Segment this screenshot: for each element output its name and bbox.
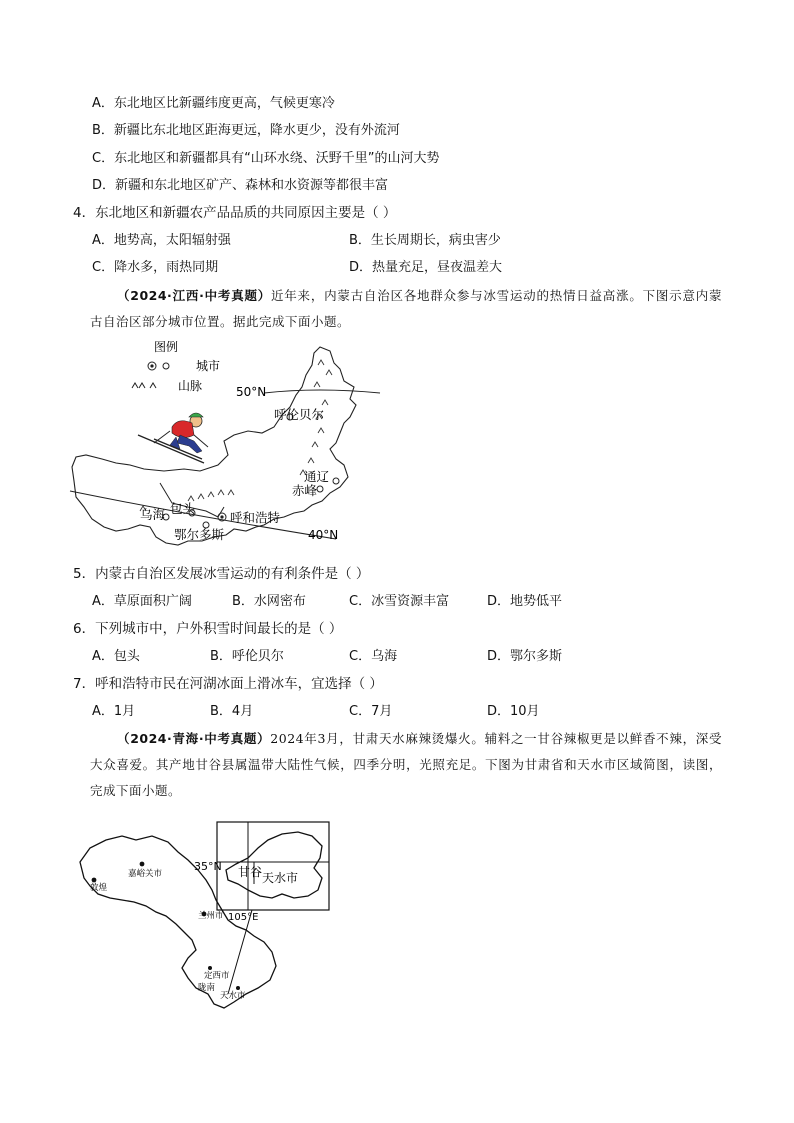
passage-2: [90, 726, 722, 804]
city-label-tianshui-small: 天水市: [220, 991, 246, 1001]
city-label-hulunbuir: 呼伦贝尔: [274, 407, 325, 422]
city-label-tongliao: 通辽: [304, 469, 330, 484]
legend-capital-dot: [150, 364, 153, 367]
city-label-ordos: 鄂尔多斯: [174, 527, 225, 542]
q7-option-b: B．4月: [210, 704, 254, 719]
passage-1-text: 近年来，内蒙古自治区各地群众参与冰雪运动的热情日益高涨。下图示意内蒙古自治区部分城市位置。据此完成下面小题。: [90, 288, 722, 329]
q5-stem: 5．内蒙古自治区发展冰雪运动的有利条件是（ ）: [73, 566, 370, 582]
q3-option-a: A．东北地区比新疆纬度更高，气候更寒冷: [92, 96, 335, 111]
city-label-jiayuguan: 嘉峪关市: [128, 869, 163, 879]
latitude-50-line: [264, 390, 380, 393]
q6-option-c: C．乌海: [349, 649, 398, 664]
q7-stem: 7．呼和浩特市民在河湖冰面上滑冰车，宜选择（ ）: [73, 676, 383, 692]
city-marker-jiayuguan: [140, 862, 145, 867]
passage-2-text: 2024年3月，甘肃天水麻辣烫爆火。辅料之一甘谷辣椒更是以鲜香不辣，深受大众喜爱。其产地甘谷县属温带大陆性气候，四季分明，光照充足。下图为甘肃省和天水市区域简图，读图，完成下面小题。: [90, 731, 722, 798]
q6-option-d: D．鄂尔多斯: [487, 649, 563, 664]
city-label-dunhuang: 敦煌: [90, 883, 108, 893]
gansu-tianshui-map: [76, 818, 334, 1012]
city-label-longnan: 陇南: [198, 983, 216, 993]
passage-2-source: （2024·青海·中考真题）: [117, 731, 271, 746]
inner-mongolia-map: [68, 335, 386, 550]
q6-stem: 6．下列城市中，户外积雪时间最长的是（ ）: [73, 621, 343, 637]
passage-1: [90, 283, 722, 335]
city-label-lanzhou: 兰州市: [198, 911, 224, 921]
latitude-40-label: 40°N: [308, 528, 339, 542]
gangu-label: 甘谷: [238, 865, 263, 879]
q5-option-a: A．草原面积广阔: [92, 594, 192, 609]
passage-1-source: （2024·江西·中考真题）: [117, 288, 272, 303]
q3-option-d: D．新疆和东北地区矿产、森林和水资源等都很丰富: [92, 178, 389, 193]
q7-option-c: C．7月: [349, 704, 393, 719]
legend-mountain-label: 山脉: [178, 379, 203, 393]
q4-option-d: D．热量充足，昼夜温差大: [349, 260, 503, 275]
city-marker-chifeng: [317, 486, 323, 492]
q6-option-b: B．呼伦贝尔: [210, 649, 284, 664]
city-label-chifeng: 赤峰: [292, 483, 318, 498]
q5-option-b: B．水网密布: [232, 594, 306, 609]
city-marker-dingxi: [208, 966, 212, 970]
city-label-dingxi: 定西市: [204, 971, 230, 981]
q3-option-b: B．新疆比东北地区距海更远，降水更少，没有外流河: [92, 123, 400, 138]
legend-mountain-icon: [132, 383, 156, 388]
latitude-50-label: 50°N: [236, 385, 267, 399]
q5-option-c: C．冰雪资源丰富: [349, 594, 450, 609]
city-marker-tongliao: [333, 478, 339, 484]
q4-option-b: B．生长周期长，病虫害少: [349, 233, 501, 248]
q4-option-a: A．地势高，太阳辐射强: [92, 233, 231, 248]
q4-option-c: C．降水多，雨热同期: [92, 260, 219, 275]
q7-option-a: A．1月: [92, 704, 136, 719]
city-marker-hohhot-dot: [220, 515, 223, 518]
legend-title: 图例: [154, 340, 179, 354]
q7-option-d: D．10月: [487, 704, 540, 719]
city-marker-tianshui-small: [236, 986, 240, 990]
inset-latitude-label: 35°N: [194, 860, 222, 873]
city-label-hohhot: 呼和浩特: [230, 510, 281, 525]
legend-city-label: 城市: [196, 359, 221, 373]
city-label-baotou: 包头: [170, 501, 196, 516]
legend-city-icon: [163, 363, 169, 369]
q3-option-c: C．东北地区和新疆都具有“山环水绕、沃野千里”的山河大势: [92, 151, 440, 166]
city-label-wuhai: 乌海: [140, 507, 166, 522]
longitude-label: 105°E: [228, 912, 259, 923]
city-marker-dunhuang: [92, 878, 97, 883]
tianshui-label: 天水市: [262, 871, 299, 885]
q5-option-d: D．地势低平: [487, 594, 563, 609]
q6-option-a: A．包头: [92, 649, 140, 664]
skier-illustration: [138, 413, 208, 463]
q4-stem: 4．东北地区和新疆农产品品质的共同原因主要是（ ）: [73, 205, 397, 221]
